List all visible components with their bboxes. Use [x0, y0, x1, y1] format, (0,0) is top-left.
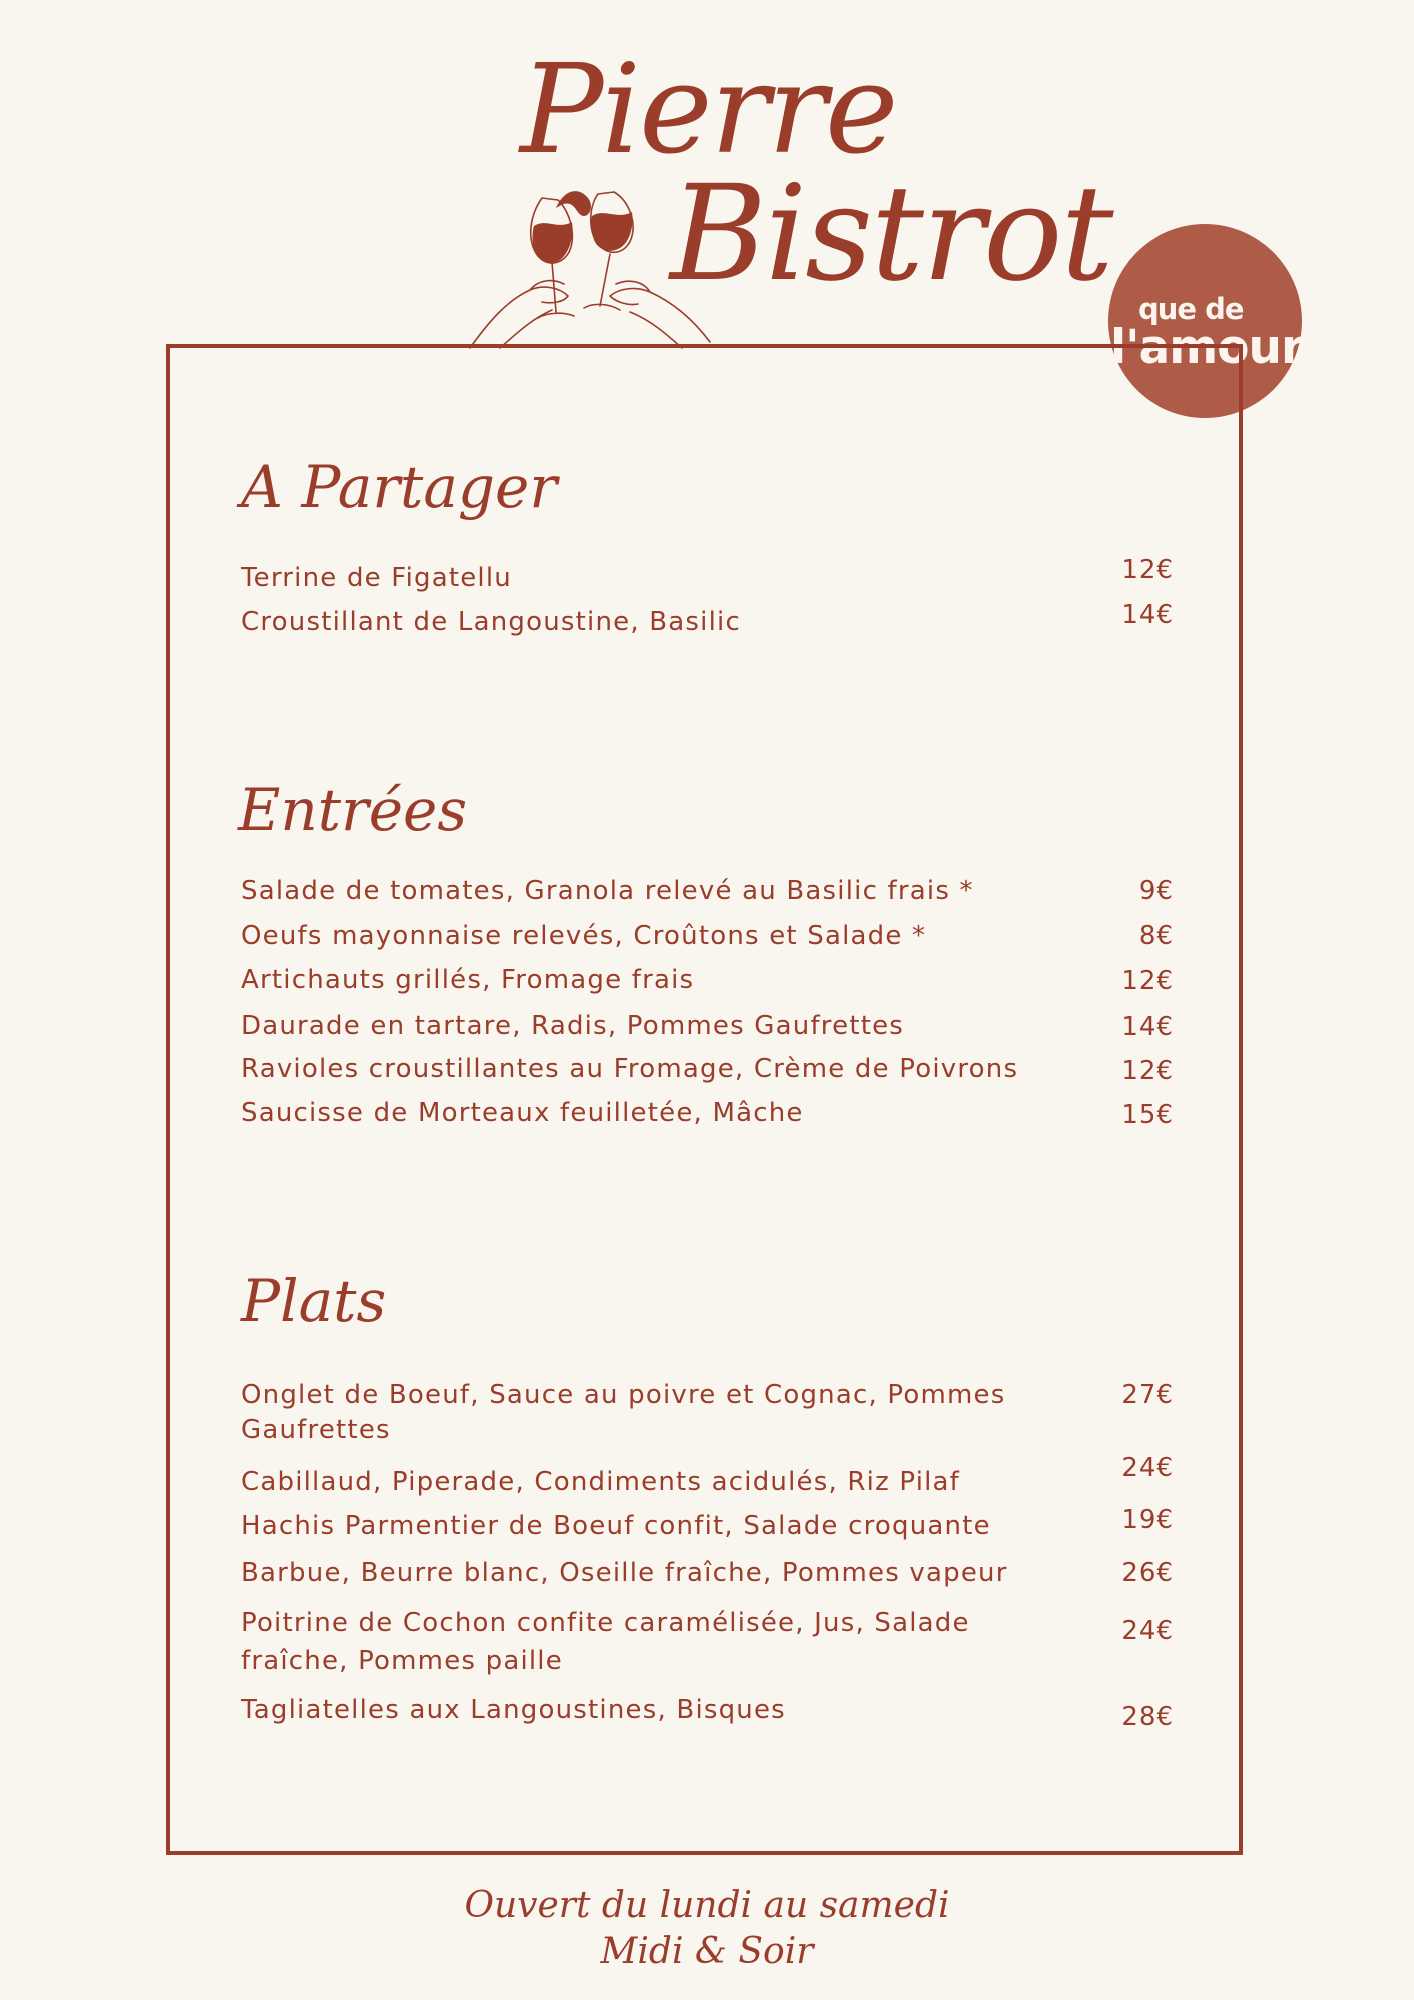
- menu-item-price: 14€: [1121, 600, 1174, 630]
- menu-item-name: Oeufs mayonnaise relevés, Croûtons et Salade *: [241, 921, 927, 951]
- menu-item-name: Cabillaud, Piperade, Condiments acidulés, Riz Pilaf: [241, 1467, 961, 1497]
- section-title-plats: Plats: [241, 1267, 387, 1335]
- menu-item-price: 12€: [1121, 555, 1174, 585]
- menu-item-price: 27€: [1121, 1380, 1174, 1410]
- menu-item-name: Barbue, Beurre blanc, Oseille fraîche, Pommes vapeur: [241, 1558, 1008, 1588]
- menu-item-name: Tagliatelles aux Langoustines, Bisques: [241, 1695, 786, 1725]
- menu-item-name: Daurade en tartare, Radis, Pommes Gaufrettes: [241, 1011, 905, 1041]
- menu-item-name: Ravioles croustillantes au Fromage, Crème de Poivrons: [241, 1054, 1019, 1084]
- section-title-a-partager: A Partager: [241, 453, 558, 521]
- menu-item-name: Poitrine de Cochon confite caramélisée, Jus, Salade fraîche, Pommes paille: [241, 1608, 970, 1676]
- opening-days: Ouvert du lundi au samedi: [464, 1885, 950, 1926]
- menu-item-price: 24€: [1121, 1453, 1174, 1483]
- menu-item-name: Terrine de Figatellu: [241, 563, 512, 593]
- menu-item-name: Croustillant de Langoustine, Basilic: [241, 607, 741, 637]
- menu-item-price: 19€: [1121, 1505, 1174, 1535]
- menu-item-name: Artichauts grillés, Fromage frais: [241, 965, 695, 995]
- stamp-line1: que de: [1138, 292, 1244, 326]
- menu-item-name: Saucisse de Morteaux feuilletée, Mâche: [241, 1098, 804, 1128]
- stamp-line2: l'amour: [1110, 320, 1304, 375]
- menu-item-price: 9€: [1138, 876, 1174, 906]
- logo-name-line2: Bistrot: [670, 157, 1112, 311]
- restaurant-logo: [440, 20, 1112, 340]
- menu-item-price: 24€: [1121, 1616, 1174, 1646]
- section-title-entrees: Entrées: [238, 776, 468, 844]
- menu-item-price: 12€: [1121, 966, 1174, 996]
- opening-hours: Midi & Soir: [600, 1931, 814, 1972]
- menu-item-price: 14€: [1121, 1012, 1174, 1042]
- menu-item-name: Salade de tomates, Granola relevé au Basilic frais *: [241, 876, 974, 906]
- menu-item-price: 15€: [1121, 1100, 1174, 1130]
- menu-item-price: 26€: [1121, 1558, 1174, 1588]
- menu-item-name: Hachis Parmentier de Boeuf confit, Salade croquante: [241, 1511, 991, 1541]
- logo-name-line1: Pierre: [520, 38, 897, 182]
- menu-item-price: 8€: [1138, 921, 1174, 951]
- menu-item-price: 28€: [1121, 1702, 1174, 1732]
- toasting-wine-glasses-icon: [460, 160, 720, 350]
- menu-item-price: 12€: [1121, 1056, 1174, 1086]
- menu-item-name: Onglet de Boeuf, Sauce au poivre et Cognac, Pommes Gaufrettes: [241, 1380, 1006, 1445]
